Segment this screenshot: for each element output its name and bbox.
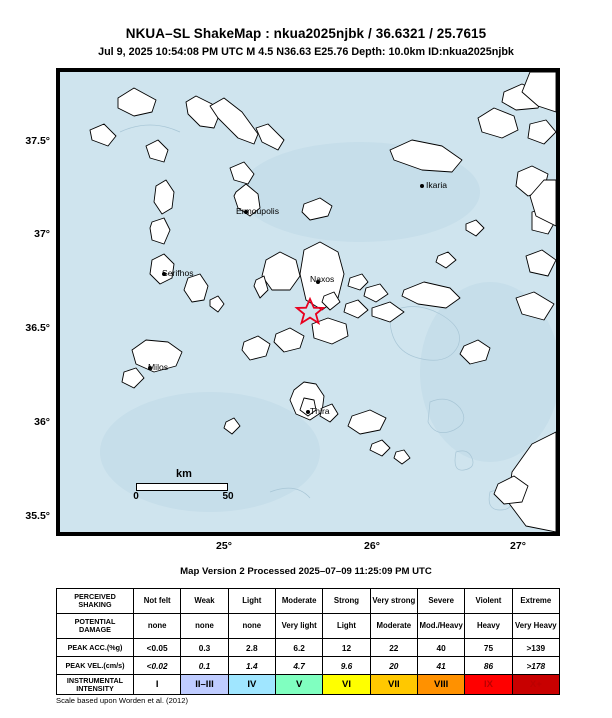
legend-row-label-3: PEAK VEL.(cm/s) <box>57 657 134 675</box>
scale-bar <box>130 468 240 504</box>
lon-tick-2: 27° <box>510 540 526 552</box>
legend-cell-3-7: 86 <box>465 657 512 675</box>
longitude-axis <box>56 540 560 558</box>
legend-cell-0-2: Light <box>228 589 275 614</box>
lon-tick-1: 26° <box>364 540 380 552</box>
legend-cell-0-4: Strong <box>323 589 370 614</box>
city-label-naxos: Naxos <box>310 274 335 284</box>
legend-cell-1-1: none <box>181 614 228 639</box>
latitude-axis <box>0 68 56 536</box>
legend-row-label-2: PEAK ACC.(%g) <box>57 639 134 657</box>
map-canvas[interactable] <box>60 72 556 532</box>
legend-cell-1-7: Heavy <box>465 614 512 639</box>
legend-row-instrumental-intensity <box>57 675 560 695</box>
legend-cell-3-0: <0.02 <box>134 657 181 675</box>
legend-row-perceived-shaking <box>57 589 560 614</box>
legend-cell-2-7: 75 <box>465 639 512 657</box>
map-container[interactable] <box>56 68 560 536</box>
legend-cell-1-6: Mod./Heavy <box>417 614 464 639</box>
legend-cell-2-6: 40 <box>417 639 464 657</box>
intensity-legend-table <box>56 588 560 695</box>
legend-row-peak-vel <box>57 657 560 675</box>
legend-cell-2-8: >139 <box>512 639 559 657</box>
lat-tick-2: 36.5° <box>25 322 50 334</box>
legend-cell-4-6: VIII <box>417 675 464 695</box>
legend-cell-3-4: 9.6 <box>323 657 370 675</box>
legend-row-label-4: INSTRUMENTAL INTENSITY <box>57 675 134 695</box>
page-title: NKUA–SL ShakeMap : nkua2025njbk / 36.6321 / 25.7615 <box>125 26 487 41</box>
city-label-ermoupolis: Ermoupolis <box>236 206 279 216</box>
legend-cell-1-5: Moderate <box>370 614 417 639</box>
legend-cell-4-1: II–III <box>181 675 228 695</box>
legend-cell-2-4: 12 <box>323 639 370 657</box>
legend-cell-3-6: 41 <box>417 657 464 675</box>
legend-row-potential-damage <box>57 614 560 639</box>
legend-cell-4-5: VII <box>370 675 417 695</box>
map-graphic <box>60 72 556 532</box>
legend-cell-1-2: none <box>228 614 275 639</box>
legend-cell-2-3: 6.2 <box>275 639 322 657</box>
legend-cell-1-3: Very light <box>275 614 322 639</box>
scale-bar-graphic <box>136 483 228 491</box>
scale-tick-labels <box>133 491 234 504</box>
legend-cell-4-8: X+ <box>512 675 559 695</box>
legend-row-label-1: POTENTIAL DAMAGE <box>57 614 134 639</box>
legend-cell-0-7: Violent <box>465 589 512 614</box>
legend-cell-1-8: Very Heavy <box>512 614 559 639</box>
legend-row-peak-acc <box>57 639 560 657</box>
lat-tick-0: 37.5° <box>25 135 50 147</box>
legend-cell-3-8: >178 <box>512 657 559 675</box>
lon-tick-0: 25° <box>216 540 232 552</box>
city-label-ikaria: Ikaria <box>426 180 448 190</box>
legend-cell-2-2: 2.8 <box>228 639 275 657</box>
legend-cell-3-3: 4.7 <box>275 657 322 675</box>
scale-tick-1: 50 <box>222 491 234 502</box>
event-info-line: Jul 9, 2025 10:54:08 PM UTC M 4.5 N36.63 E25.76 Depth: 10.0km ID:nkua2025njbk <box>98 46 514 58</box>
legend-cell-3-1: 0.1 <box>181 657 228 675</box>
legend-cell-4-4: VI <box>323 675 370 695</box>
map-frame <box>56 68 560 536</box>
legend-cell-3-2: 1.4 <box>228 657 275 675</box>
legend-row-label-0: PERCEIVED SHAKING <box>57 589 134 614</box>
scale-tick-0: 0 <box>133 491 139 502</box>
legend-cell-4-0: I <box>134 675 181 695</box>
legend-cell-2-1: 0.3 <box>181 639 228 657</box>
legend-cell-1-0: none <box>134 614 181 639</box>
map-version-line: Map Version 2 Processed 2025–07–09 11:25:09 PM UTC <box>180 566 432 577</box>
legend-cell-4-2: IV <box>228 675 275 695</box>
legend-cell-3-5: 20 <box>370 657 417 675</box>
legend-cell-0-5: Very strong <box>370 589 417 614</box>
legend-cell-4-7: IX <box>465 675 512 695</box>
legend-cell-2-5: 22 <box>370 639 417 657</box>
scale-unit-label: km <box>176 468 192 480</box>
legend-cell-0-0: Not felt <box>134 589 181 614</box>
legend-credit: Scale based upon Worden et al. (2012) <box>56 696 188 705</box>
legend-cell-2-0: <0.05 <box>134 639 181 657</box>
lat-tick-1: 37° <box>34 228 50 240</box>
city-label-milos: Milos <box>148 362 169 372</box>
legend-cell-1-4: Light <box>323 614 370 639</box>
lat-tick-4: 35.5° <box>25 510 50 522</box>
city-label-serifhos: Serifhos <box>162 268 194 278</box>
city-label-thira: Thira <box>310 406 330 416</box>
legend-cell-0-3: Moderate <box>275 589 322 614</box>
legend-cell-0-1: Weak <box>181 589 228 614</box>
legend-cell-0-8: Extreme <box>512 589 559 614</box>
legend-cell-4-3: V <box>275 675 322 695</box>
lat-tick-3: 36° <box>34 416 50 428</box>
legend-cell-0-6: Severe <box>417 589 464 614</box>
